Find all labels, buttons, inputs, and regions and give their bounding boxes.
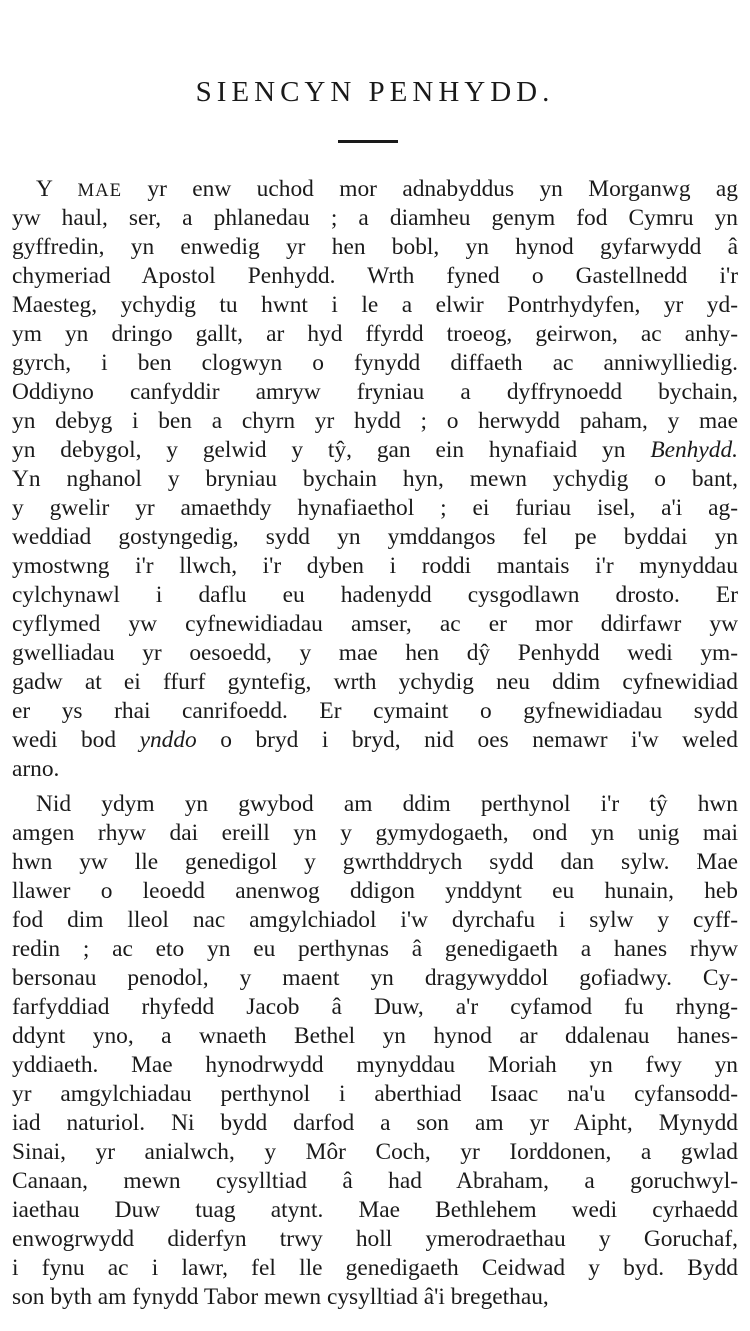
paragraph-line-1-9: yddiaeth. Mae hynodrwydd mynyddau Moriah yn fwy yn — [12, 1052, 738, 1078]
paragraph-line-0-8: yn debyg i ben a chyrn yr hydd ; o herwydd paham, y mae — [12, 408, 738, 434]
page-title: SIENCYN PENHYDD. — [195, 76, 555, 108]
paragraph-line-1-0: Nid ydym yn gwybod am ddim perthynol i'r tŷ hwn — [36, 791, 738, 817]
body-text — [12, 175, 738, 1312]
paragraph-line-0-16: gwelliadau yr oesoedd, y mae hen dŷ Penhydd wedi ym- — [12, 640, 738, 666]
paragraph-line-1-10: yr amgylchiadau perthynol i aberthiad Isaac na'u cyfansodd- — [12, 1081, 738, 1107]
paragraph — [12, 175, 738, 784]
paragraph-line-0-10: Yn nghanol y bryniau bychain hyn, mewn ychydig o bant, — [12, 466, 738, 492]
paragraph-line-1-17: son byth am fynydd Tabor mewn cysylltiad â'i bregethau, — [12, 1284, 549, 1310]
paragraph-line-0-9: yn debygol, y gelwid y tŷ, gan ein hynafiaid yn Benhydd. — [12, 437, 738, 463]
paragraph-line-0-17: gadw at ei ffurf gyntefig, wrth ychydig neu ddim cyfnewidiad — [12, 669, 738, 695]
paragraph-line-0-7: Oddiyno canfyddir amryw fryniau a dyffrynoedd bychain, — [12, 379, 738, 405]
paragraph-line-1-3: llawer o leoedd anenwog ddigon ynddynt eu hunain, heb — [12, 878, 738, 904]
paragraph-line-1-16: i fynu ac i lawr, fel lle genedigaeth Ceidwad y byd. Bydd — [12, 1255, 738, 1281]
paragraph-line-1-7: farfyddiad rhyfedd Jacob â Duw, a'r cyfamod fu rhyng- — [12, 994, 738, 1020]
paragraph-line-1-8: ddynt yno, a wnaeth Bethel yn hynod ar ddalenau hanes- — [12, 1023, 738, 1049]
paragraph-line-1-13: Canaan, mewn cysylltiad â had Abraham, a goruchwyl- — [12, 1168, 738, 1194]
paragraph-line-0-5: ym yn dringo gallt, ar hyd ffyrdd troeog, geirwon, ac anhy- — [12, 321, 738, 347]
paragraph-line-0-0: Y MAE yr enw uchod mor adnabyddus yn Morganwg ag — [36, 176, 738, 202]
paragraph — [12, 790, 738, 1312]
paragraph-line-1-1: amgen rhyw dai ereill yn y gymydogaeth, ond yn unig mai — [12, 820, 738, 846]
paragraph-line-0-14: cylchynawl i daflu eu hadenydd cysgodlawn drosto. Er — [12, 582, 738, 608]
paragraph-line-0-6: gyrch, i ben clogwyn o fynydd diffaeth ac anniwylliedig. — [12, 350, 738, 376]
paragraph-line-0-20: arno. — [12, 756, 60, 782]
paragraph-line-0-12: weddiad gostyngedig, sydd yn ymddangos fel pe byddai yn — [12, 524, 738, 550]
paragraph-line-0-2: gyffredin, yn enwedig yr hen bobl, yn hynod gyfarwydd â — [12, 234, 738, 260]
paragraph-line-0-1: yw haul, ser, a phlanedau ; a diamheu genym fod Cymru yn — [12, 205, 738, 231]
paragraph-line-1-14: iaethau Duw tuag atynt. Mae Bethlehem wedi cyrhaedd — [12, 1197, 738, 1223]
paragraph-line-1-2: hwn yw lle genedigol y gwrthddrych sydd dan sylw. Mae — [12, 849, 738, 875]
paragraph-line-0-19: wedi bod ynddo o bryd i bryd, nid oes nemawr i'w weled — [12, 727, 738, 753]
paragraph-line-1-12: Sinai, yr anialwch, y Môr Coch, yr Iorddonen, a gwlad — [12, 1139, 738, 1165]
paragraph-line-0-15: cyflymed yw cyfnewidiadau amser, ac er mor ddirfawr yw — [12, 611, 738, 637]
paragraph-line-1-11: iad naturiol. Ni bydd darfod a son am yr Aipht, Mynydd — [12, 1110, 738, 1136]
paragraph-line-0-3: chymeriad Apostol Penhydd. Wrth fyned o Gastellnedd i'r — [12, 263, 738, 289]
paragraph-line-0-4: Maesteg, ychydig tu hwnt i le a elwir Pontrhydyfen, yr yd- — [12, 292, 738, 318]
paragraph-line-1-4: fod dim lleol nac amgylchiadol i'w dyrchafu i sylw y cyff- — [12, 907, 738, 933]
paragraph-line-0-18: er ys rhai canrifoedd. Er cymaint o gyfnewidiadau sydd — [12, 698, 738, 724]
paragraph-line-1-15: enwogrwydd diderfyn trwy holl ymerodraethau y Goruchaf, — [12, 1226, 738, 1252]
paragraph-line-0-13: ymostwng i'r llwch, i'r dyben i roddi mantais i'r mynyddau — [12, 553, 738, 579]
title-rule — [338, 140, 398, 143]
paragraph-line-1-6: bersonau penodol, y maent yn dragywyddol gofiadwy. Cy- — [12, 965, 738, 991]
paragraph-line-1-5: redin ; ac eto yn eu perthynas â genedigaeth a hanes rhyw — [12, 936, 738, 962]
paragraph-line-0-11: y gwelir yr amaethdy hynafiaethol ; ei furiau isel, a'i ag- — [12, 495, 738, 521]
